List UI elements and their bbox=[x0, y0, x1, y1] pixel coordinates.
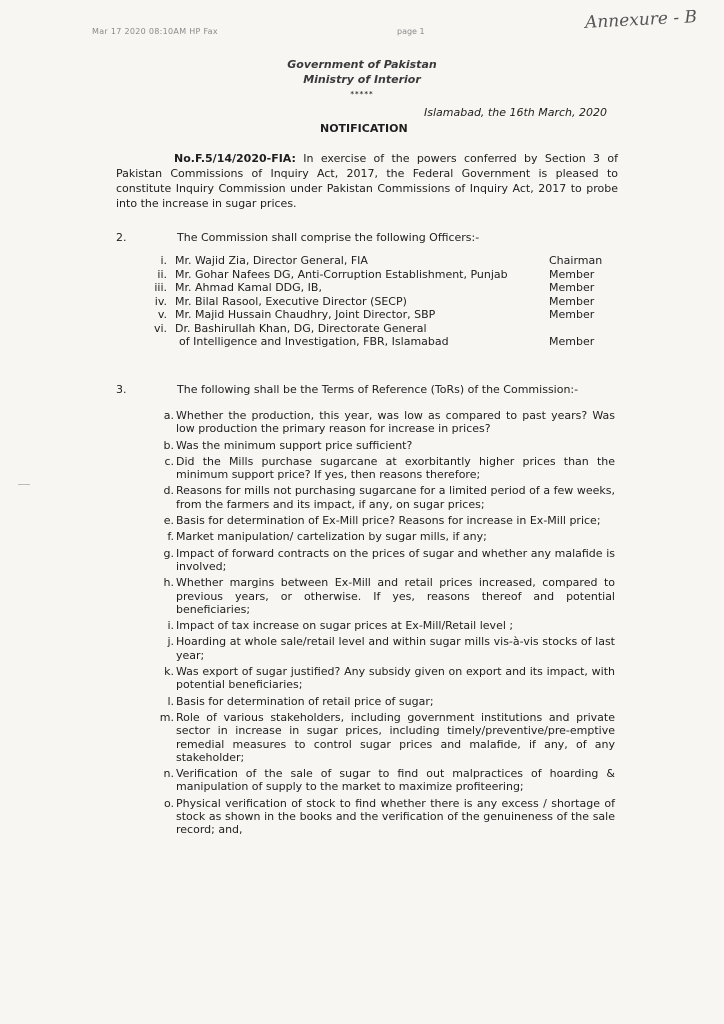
term-item bbox=[155, 409, 615, 436]
term-text: Whether the production, this year, was low as compared to past years? Was low production the primary reason for increase in prices? bbox=[176, 409, 615, 436]
term-letter: j. bbox=[167, 635, 174, 649]
officer-numeral: ii. bbox=[157, 267, 167, 281]
officer-name-line-2: of Intelligence and Investigation, FBR, Islamabad bbox=[179, 335, 449, 348]
officer-name: Mr. Wajid Zia, Director General, FIA bbox=[175, 254, 368, 267]
term-letter: g. bbox=[163, 546, 174, 560]
paragraph-2-text: The Commission shall comprise the following Officers:- bbox=[177, 231, 480, 244]
term-item bbox=[155, 711, 615, 764]
term-text: Role of various stakeholders, including government institutions and private sector in increase in sugar prices, including timely/preventive/pre-emptive remedial measures to control sugar prices and malafide, if any, of any stakeholder; bbox=[176, 710, 615, 764]
officer-numeral: v. bbox=[157, 308, 167, 321]
term-text: Impact of forward contracts on the prices of sugar and whether any malafide is involved; bbox=[176, 546, 615, 573]
government-name: Government of Pakistan bbox=[287, 58, 437, 71]
officer-numeral: vi. bbox=[153, 321, 167, 335]
term-text: Verification of the sale of sugar to find out malpractices of hoarding & manipulation of supply to the market to maximize profiteering; bbox=[176, 767, 615, 794]
term-text: Impact of tax increase on sugar prices at Ex-Mill/Retail level ; bbox=[176, 619, 514, 633]
term-text: Basis for determination of retail price of sugar; bbox=[176, 694, 434, 708]
officer-role: Member bbox=[549, 335, 595, 348]
term-item bbox=[155, 484, 615, 511]
term-letter: a. bbox=[163, 409, 174, 422]
term-letter: f. bbox=[167, 530, 174, 544]
page-number: page 1 bbox=[397, 27, 425, 36]
term-item bbox=[155, 547, 615, 574]
officer-role: Member bbox=[549, 294, 595, 308]
officer-role: Member bbox=[549, 267, 595, 281]
letterhead-stars: ***** bbox=[350, 90, 374, 98]
officer-name: Mr. Majid Hussain Chaudhry, Joint Director, SBP bbox=[175, 308, 436, 321]
term-text: Whether margins between Ex-Mill and retail prices increased, compared to previous years, or otherwise. If yes, reasons thereof and potential beneficiaries; bbox=[176, 576, 615, 616]
ministry-name: Ministry of Interior bbox=[303, 73, 421, 86]
paragraph-2-number: 2. bbox=[116, 231, 127, 244]
term-letter: d. bbox=[163, 484, 174, 498]
officer-role: Member bbox=[549, 281, 595, 294]
officer-name: Mr. Ahmad Kamal DDG, IB, bbox=[175, 281, 322, 294]
officer-name: Dr. Bashirullah Khan, DG, Directorate General bbox=[175, 321, 427, 335]
term-letter: m. bbox=[159, 710, 174, 724]
term-text: Was export of sugar justified? Any subsidy given on export and its impact, with potential beneficiaries; bbox=[176, 665, 615, 692]
term-text: Market manipulation/ cartelization by sugar mills, if any; bbox=[176, 530, 487, 544]
paragraph-1-text: In exercise of the powers conferred by Section 3 of Pakistan Commissions of Inquiry Act, 2017, the Federal Government is pleased to constitute Inquiry Commission under Pakistan Commissions of Inquiry Act, 2017 to probe into the increase in sugar prices. bbox=[116, 152, 618, 210]
term-item bbox=[155, 576, 615, 616]
term-letter: b. bbox=[163, 438, 174, 452]
term-item bbox=[155, 514, 615, 527]
term-letter: i. bbox=[167, 619, 174, 633]
term-text: Basis for determination of Ex-Mill price? Reasons for increase in Ex-Mill price; bbox=[176, 514, 601, 528]
officer-numeral: iii. bbox=[154, 281, 167, 294]
term-text: Physical verification of stock to find whether there is any excess / shortage of stock as shown in the books and the verification of the genuineness of the sale record; and, bbox=[176, 796, 615, 837]
term-text: Hoarding at whole sale/retail level and within sugar mills vis-à-vis stocks of last year; bbox=[176, 635, 615, 662]
term-item bbox=[155, 619, 615, 632]
annexure-handwritten: Annexure - B bbox=[584, 7, 698, 33]
letterhead bbox=[0, 57, 724, 102]
term-item bbox=[155, 797, 615, 837]
terms-of-reference-list bbox=[155, 409, 615, 840]
term-letter: e. bbox=[163, 514, 174, 528]
term-letter: c. bbox=[164, 454, 174, 468]
page-title: NOTIFICATION bbox=[320, 122, 408, 135]
term-item bbox=[155, 695, 615, 708]
paragraph-3-number: 3. bbox=[116, 383, 127, 396]
officers-list bbox=[145, 254, 615, 364]
term-text: Was the minimum support price sufficient? bbox=[176, 438, 413, 452]
paragraph-1 bbox=[116, 151, 618, 211]
term-letter: h. bbox=[163, 576, 174, 590]
term-text: Reasons for mills not purchasing sugarcane for a limited period of a few weeks, from the farmers and its impact, if any, on sugar prices; bbox=[176, 484, 615, 511]
officer-name: Mr. Gohar Nafees DG, Anti-Corruption Establishment, Punjab bbox=[175, 267, 508, 281]
notification-reference: No.F.5/14/2020-FIA: bbox=[174, 152, 296, 165]
term-text: Did the Mills purchase sugarcane at exorbitantly higher prices than the minimum support price? If yes, then reasons therefore; bbox=[176, 454, 615, 482]
term-item bbox=[155, 767, 615, 794]
notification-date: Islamabad, the 16th March, 2020 bbox=[424, 106, 608, 119]
term-item bbox=[155, 635, 615, 662]
officer-numeral: iv. bbox=[154, 294, 167, 308]
officer-role: Chairman bbox=[549, 254, 603, 267]
margin-mark bbox=[18, 484, 30, 485]
term-letter: k. bbox=[164, 665, 174, 679]
term-item bbox=[155, 439, 615, 452]
term-letter: n. bbox=[163, 767, 174, 781]
fax-header: Mar 17 2020 08:10AM HP Fax bbox=[92, 27, 218, 36]
term-letter: l. bbox=[167, 694, 174, 708]
officer-numeral: i. bbox=[160, 254, 167, 267]
term-letter: o. bbox=[163, 796, 174, 810]
paragraph-3-text: The following shall be the Terms of Reference (ToRs) of the Commission:- bbox=[177, 383, 579, 396]
officer-name: Mr. Bilal Rasool, Executive Director (SECP) bbox=[175, 294, 407, 308]
term-item bbox=[155, 530, 615, 543]
officer-role: Member bbox=[549, 308, 595, 321]
term-item bbox=[155, 455, 615, 482]
term-item bbox=[155, 665, 615, 692]
